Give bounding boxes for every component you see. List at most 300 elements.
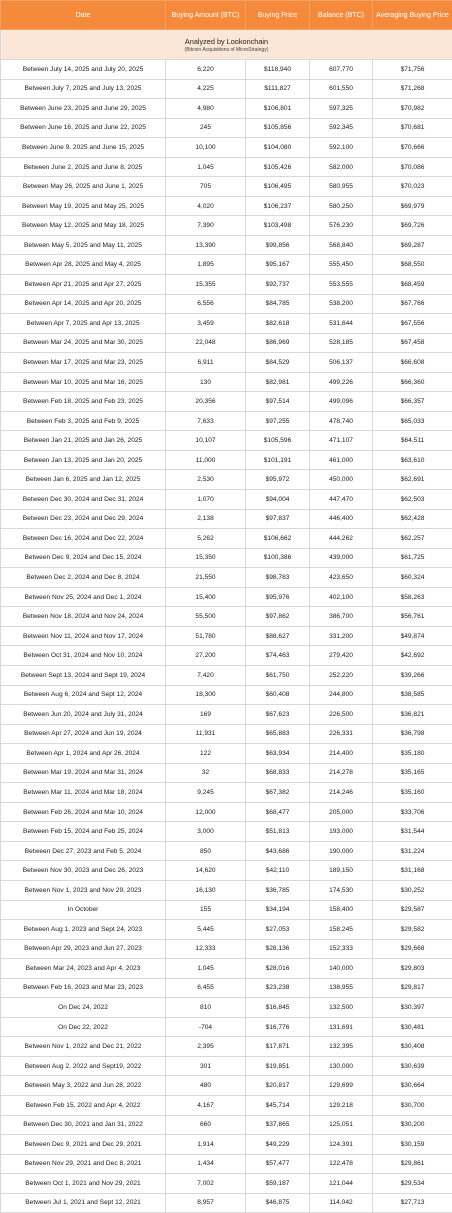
cell-date: Between Dec 27, 2023 and Feb 5, 2024 — [1, 841, 166, 861]
cell-buying-price: $51,813 — [246, 822, 310, 842]
cell-date: Between Mar 19, 2024 and Mar 31, 2024 — [1, 763, 166, 783]
cell-buying-amount: 13,390 — [166, 235, 246, 255]
cell-date: Between June 2, 2025 and June 8, 2025 — [1, 157, 166, 177]
cell-buying-price: $104,080 — [246, 138, 310, 158]
cell-balance: 506,137 — [310, 353, 373, 373]
cell-average-price: $67,556 — [373, 314, 452, 334]
table-row — [1, 900, 452, 920]
cell-date: Between Aug 6, 2024 and Sept 12, 2024 — [1, 685, 166, 705]
cell-buying-price: $82,981 — [246, 372, 310, 392]
cell-balance: 125,051 — [310, 1115, 373, 1135]
cell-average-price: $60,324 — [373, 568, 452, 588]
cell-buying-amount: 11,000 — [166, 450, 246, 470]
table-row — [1, 959, 452, 979]
cell-buying-price: $99,856 — [246, 235, 310, 255]
cell-balance: 158,400 — [310, 900, 373, 920]
cell-date: Between Sept 13, 2024 and Sept 19, 2024 — [1, 665, 166, 685]
cell-balance: 580,955 — [310, 177, 373, 197]
cell-buying-price: $28,016 — [246, 959, 310, 979]
cell-balance: 132,500 — [310, 998, 373, 1018]
cell-date: Between Mar 24, 2023 and Apr 4, 2023 — [1, 959, 166, 979]
cell-balance: 189,150 — [310, 861, 373, 881]
cell-buying-amount: 3,459 — [166, 314, 246, 334]
cell-balance: 576,230 — [310, 216, 373, 236]
cell-average-price: $29,587 — [373, 900, 452, 920]
cell-buying-price: $59,187 — [246, 1174, 310, 1194]
cell-balance: 531,644 — [310, 314, 373, 334]
cell-date: Between Oct 31, 2024 and Nov 10, 2024 — [1, 646, 166, 666]
table-row — [1, 763, 452, 783]
cell-balance: 461,000 — [310, 450, 373, 470]
cell-balance: 553,555 — [310, 275, 373, 295]
cell-balance: 252,220 — [310, 665, 373, 685]
cell-buying-amount: 130 — [166, 372, 246, 392]
cell-average-price: $61,725 — [373, 548, 452, 568]
cell-balance: 193,000 — [310, 822, 373, 842]
cell-buying-price: $57,477 — [246, 1154, 310, 1174]
cell-date: Between Nov 11, 2024 and Nov 17, 2024 — [1, 626, 166, 646]
cell-date: On Dec 22, 2022 — [1, 1017, 166, 1037]
cell-balance: 130,000 — [310, 1056, 373, 1076]
table-row — [1, 783, 452, 803]
cell-buying-price: $23,238 — [246, 978, 310, 998]
cell-date: Between Apr 27, 2024 and Jun 19, 2024 — [1, 724, 166, 744]
cell-balance: 601,550 — [310, 79, 373, 99]
cell-date: Between July 14, 2025 and July 20, 2025 — [1, 60, 166, 80]
cell-buying-price: $82,618 — [246, 314, 310, 334]
cell-average-price: $39,266 — [373, 665, 452, 685]
banner-subtitle: (Bitcoin Acquisitions of MicroStrategy) — [1, 47, 452, 53]
cell-average-price: $69,979 — [373, 196, 452, 216]
cell-date: Between Aug 1, 2023 and Sept 24, 2023 — [1, 920, 166, 940]
cell-date: Between Dec 23, 2024 and Dec 29, 2024 — [1, 509, 166, 529]
cell-buying-amount: 20,356 — [166, 392, 246, 412]
table-row — [1, 353, 452, 373]
cell-average-price: $58,263 — [373, 587, 452, 607]
table-row — [1, 60, 452, 80]
cell-date: Between Apr 14, 2025 and Apr 20, 2025 — [1, 294, 166, 314]
cell-balance: 226,500 — [310, 705, 373, 725]
column-header-average-price: Averaging Buying Price — [373, 1, 452, 30]
cell-buying-price: $88,627 — [246, 626, 310, 646]
table-row — [1, 822, 452, 842]
cell-buying-amount: 51,780 — [166, 626, 246, 646]
cell-buying-amount: 12,000 — [166, 802, 246, 822]
cell-buying-price: $97,862 — [246, 607, 310, 627]
cell-buying-amount: 8,957 — [166, 1193, 246, 1213]
table-row — [1, 646, 452, 666]
cell-date: Between May 12, 2025 and May 18, 2025 — [1, 216, 166, 236]
cell-date: Between Mar 10, 2025 and Mar 16, 2025 — [1, 372, 166, 392]
cell-average-price: $27,713 — [373, 1193, 452, 1213]
cell-buying-amount: 301 — [166, 1056, 246, 1076]
cell-buying-price: $106,237 — [246, 196, 310, 216]
cell-balance: 174,530 — [310, 880, 373, 900]
cell-buying-amount: 5,445 — [166, 920, 246, 940]
cell-buying-amount: 15,350 — [166, 548, 246, 568]
cell-buying-amount: 7,633 — [166, 411, 246, 431]
cell-balance: 528,185 — [310, 333, 373, 353]
cell-buying-price: $103,498 — [246, 216, 310, 236]
cell-average-price: $70,086 — [373, 157, 452, 177]
cell-average-price: $30,408 — [373, 1037, 452, 1057]
cell-balance: 129,218 — [310, 1095, 373, 1115]
cell-buying-price: $100,386 — [246, 548, 310, 568]
cell-buying-amount: 122 — [166, 744, 246, 764]
cell-buying-price: $68,477 — [246, 802, 310, 822]
table-row — [1, 509, 452, 529]
cell-average-price: $70,023 — [373, 177, 452, 197]
table-row — [1, 744, 452, 764]
cell-balance: 152,333 — [310, 939, 373, 959]
cell-average-price: $30,639 — [373, 1056, 452, 1076]
cell-average-price: $35,160 — [373, 783, 452, 803]
cell-average-price: $67,458 — [373, 333, 452, 353]
cell-buying-price: $46,875 — [246, 1193, 310, 1213]
cell-date: Between Apr 28, 2025 and May 4, 2025 — [1, 255, 166, 275]
cell-balance: 158,245 — [310, 920, 373, 940]
cell-balance: 446,400 — [310, 509, 373, 529]
table-row — [1, 372, 452, 392]
cell-buying-amount: 10,100 — [166, 138, 246, 158]
cell-date: Between May 3, 2022 and Jun 28, 2022 — [1, 1076, 166, 1096]
cell-date: Between Feb 15, 2022 and Apr 4, 2022 — [1, 1095, 166, 1115]
cell-buying-amount: 2,138 — [166, 509, 246, 529]
cell-date: Between Jul 1, 2021 and Sept 12, 2021 — [1, 1193, 166, 1213]
cell-balance: 129,699 — [310, 1076, 373, 1096]
cell-date: Between Mar 11, 2024 and Mar 18, 2024 — [1, 783, 166, 803]
cell-balance: 331,200 — [310, 626, 373, 646]
cell-average-price: $68,550 — [373, 255, 452, 275]
cell-buying-amount: 2,395 — [166, 1037, 246, 1057]
cell-date: Between Nov 1, 2023 and Nov 29, 2023 — [1, 880, 166, 900]
cell-buying-amount: 7,420 — [166, 665, 246, 685]
cell-buying-price: $37,865 — [246, 1115, 310, 1135]
cell-date: Between Apr 1, 2024 and Apr 26, 2024 — [1, 744, 166, 764]
cell-buying-amount: 169 — [166, 705, 246, 725]
cell-average-price: $64,511 — [373, 431, 452, 451]
cell-average-price: $30,664 — [373, 1076, 452, 1096]
cell-buying-price: $98,783 — [246, 568, 310, 588]
cell-buying-price: $101,191 — [246, 450, 310, 470]
cell-buying-price: $16,845 — [246, 998, 310, 1018]
cell-balance: 190,000 — [310, 841, 373, 861]
cell-buying-amount: 480 — [166, 1076, 246, 1096]
cell-buying-price: $97,837 — [246, 509, 310, 529]
cell-buying-price: $34,194 — [246, 900, 310, 920]
cell-balance: 244,800 — [310, 685, 373, 705]
cell-date: Between Aug 2, 2022 and Sept19, 2022 — [1, 1056, 166, 1076]
cell-buying-amount: 21,550 — [166, 568, 246, 588]
cell-balance: 122,478 — [310, 1154, 373, 1174]
cell-average-price: $69,287 — [373, 235, 452, 255]
cell-average-price: $49,874 — [373, 626, 452, 646]
cell-average-price: $70,982 — [373, 99, 452, 119]
table-row — [1, 920, 452, 940]
cell-date: Between Jan 6, 2025 and Jan 12, 2025 — [1, 470, 166, 490]
table-row — [1, 431, 452, 451]
banner-cell — [1, 30, 452, 60]
cell-average-price: $62,691 — [373, 470, 452, 490]
table-row — [1, 880, 452, 900]
table-row — [1, 861, 452, 881]
cell-average-price: $66,608 — [373, 353, 452, 373]
cell-average-price: $33,706 — [373, 802, 452, 822]
cell-date: Between Feb 16, 2023 and Mar 23, 2023 — [1, 978, 166, 998]
cell-buying-amount: 660 — [166, 1115, 246, 1135]
cell-average-price: $29,582 — [373, 920, 452, 940]
cell-average-price: $62,428 — [373, 509, 452, 529]
cell-date: Between Nov 25, 2024 and Dec 1, 2024 — [1, 587, 166, 607]
cell-buying-amount: 27,200 — [166, 646, 246, 666]
cell-average-price: $63,610 — [373, 450, 452, 470]
cell-buying-amount: 15,400 — [166, 587, 246, 607]
cell-date: On Dec 24, 2022 — [1, 998, 166, 1018]
cell-average-price: $30,252 — [373, 880, 452, 900]
cell-buying-amount: 16,130 — [166, 880, 246, 900]
cell-date: Between July 7, 2025 and July 13, 2025 — [1, 79, 166, 99]
cell-buying-amount: 14,620 — [166, 861, 246, 881]
cell-buying-amount: 705 — [166, 177, 246, 197]
cell-buying-amount: 4,020 — [166, 196, 246, 216]
cell-date: Between Feb 18, 2025 and Feb 23, 2025 — [1, 392, 166, 412]
cell-date: Between Feb 3, 2025 and Feb 9, 2025 — [1, 411, 166, 431]
cell-buying-amount: 9,245 — [166, 783, 246, 803]
cell-buying-price: $19,851 — [246, 1056, 310, 1076]
table-row — [1, 79, 452, 99]
cell-balance: 538,200 — [310, 294, 373, 314]
cell-balance: 555,450 — [310, 255, 373, 275]
cell-balance: 124,391 — [310, 1135, 373, 1155]
cell-buying-price: $61,750 — [246, 665, 310, 685]
cell-buying-amount: 1,045 — [166, 157, 246, 177]
cell-date: Between Oct 1, 2021 and Nov 29, 2021 — [1, 1174, 166, 1194]
cell-buying-price: $74,463 — [246, 646, 310, 666]
cell-buying-price: $49,229 — [246, 1135, 310, 1155]
cell-date: Between Dec 2, 2024 and Dec 8, 2024 — [1, 568, 166, 588]
table-row — [1, 392, 452, 412]
cell-balance: 402,100 — [310, 587, 373, 607]
cell-date: Between Nov 18, 2024 and Nov 24, 2024 — [1, 607, 166, 627]
table-row — [1, 235, 452, 255]
cell-average-price: $66,360 — [373, 372, 452, 392]
table-row — [1, 255, 452, 275]
cell-date: Between Apr 21, 2025 and Apr 27, 2025 — [1, 275, 166, 295]
cell-buying-price: $111,827 — [246, 79, 310, 99]
cell-average-price: $31,544 — [373, 822, 452, 842]
cell-buying-price: $17,871 — [246, 1037, 310, 1057]
table-row — [1, 1174, 452, 1194]
cell-average-price: $29,817 — [373, 978, 452, 998]
cell-average-price: $29,534 — [373, 1174, 452, 1194]
cell-buying-amount: 3,000 — [166, 822, 246, 842]
cell-buying-amount: 6,911 — [166, 353, 246, 373]
cell-buying-price: $60,408 — [246, 685, 310, 705]
cell-buying-price: $45,714 — [246, 1095, 310, 1115]
cell-average-price: $36,821 — [373, 705, 452, 725]
table-row — [1, 939, 452, 959]
table-row — [1, 216, 452, 236]
cell-balance: 478,740 — [310, 411, 373, 431]
table-row — [1, 118, 452, 138]
cell-buying-price: $63,934 — [246, 744, 310, 764]
cell-average-price: $31,224 — [373, 841, 452, 861]
table-row — [1, 314, 452, 334]
cell-buying-amount: 7,390 — [166, 216, 246, 236]
cell-buying-price: $118,940 — [246, 60, 310, 80]
table-row — [1, 470, 452, 490]
cell-date: Between Dec 9, 2024 and Dec 15, 2024 — [1, 548, 166, 568]
table-row — [1, 529, 452, 549]
cell-balance: 471,107 — [310, 431, 373, 451]
cell-balance: 499,096 — [310, 392, 373, 412]
cell-average-price: $67,766 — [373, 294, 452, 314]
cell-balance: 138,955 — [310, 978, 373, 998]
table-row — [1, 1017, 452, 1037]
cell-average-price: $69,726 — [373, 216, 452, 236]
cell-average-price: $65,033 — [373, 411, 452, 431]
table-row — [1, 333, 452, 353]
cell-balance: 444,262 — [310, 529, 373, 549]
cell-average-price: $71,756 — [373, 60, 452, 80]
cell-buying-amount: 4,167 — [166, 1095, 246, 1115]
cell-date: Between May 26, 2025 and June 1, 2025 — [1, 177, 166, 197]
cell-buying-price: $67,382 — [246, 783, 310, 803]
cell-buying-amount: 2,530 — [166, 470, 246, 490]
table-row — [1, 998, 452, 1018]
cell-date: Between Dec 30, 2024 and Dec 31, 2024 — [1, 490, 166, 510]
cell-buying-amount: 22,048 — [166, 333, 246, 353]
cell-buying-amount: 55,500 — [166, 607, 246, 627]
table-row — [1, 568, 452, 588]
cell-buying-amount: 32 — [166, 763, 246, 783]
column-header-buying-amount: Buying Amount (BTC) — [166, 1, 246, 30]
cell-date: Between Mar 24, 2025 and Mar 30, 2025 — [1, 333, 166, 353]
table-row — [1, 1135, 452, 1155]
cell-balance: 114,042 — [310, 1193, 373, 1213]
cell-date: Between June 16, 2025 and June 22, 2025 — [1, 118, 166, 138]
table-row — [1, 1115, 452, 1135]
cell-average-price: $66,357 — [373, 392, 452, 412]
cell-average-price: $29,861 — [373, 1154, 452, 1174]
table-row — [1, 138, 452, 158]
cell-buying-amount: 245 — [166, 118, 246, 138]
cell-date: Between May 19, 2025 and May 25, 2025 — [1, 196, 166, 216]
cell-buying-price: $95,167 — [246, 255, 310, 275]
cell-buying-amount: 15,355 — [166, 275, 246, 295]
cell-date: Between Nov 1, 2022 and Dec 21, 2022 — [1, 1037, 166, 1057]
cell-average-price: $29,803 — [373, 959, 452, 979]
cell-buying-price: $105,426 — [246, 157, 310, 177]
banner-title: Analyzed by Lookonchain — [1, 37, 452, 46]
cell-buying-price: $84,529 — [246, 353, 310, 373]
cell-balance: 214,400 — [310, 744, 373, 764]
table-row — [1, 1193, 452, 1213]
cell-date: Between Jan 21, 2025 and Jan 26, 2025 — [1, 431, 166, 451]
cell-balance: 132,395 — [310, 1037, 373, 1057]
cell-date: Between June 9, 2025 and June 15, 2025 — [1, 138, 166, 158]
cell-balance: 140,000 — [310, 959, 373, 979]
column-header-buying-price: Buying Price — [246, 1, 310, 30]
banner-row — [1, 30, 452, 60]
cell-buying-amount: 1,914 — [166, 1135, 246, 1155]
cell-balance: 568,840 — [310, 235, 373, 255]
cell-buying-price: $84,785 — [246, 294, 310, 314]
table-row — [1, 157, 452, 177]
cell-buying-amount: 18,300 — [166, 685, 246, 705]
cell-date: Between June 23, 2025 and June 29, 2025 — [1, 99, 166, 119]
table-row — [1, 1037, 452, 1057]
column-header-balance: Balance (BTC) — [310, 1, 373, 30]
table-row — [1, 607, 452, 627]
cell-buying-price: $94,004 — [246, 490, 310, 510]
cell-buying-amount: 155 — [166, 900, 246, 920]
cell-date: Between Feb 26, 2024 and Mar 10, 2024 — [1, 802, 166, 822]
cell-date: Between Dec 9, 2021 and Dec 29, 2021 — [1, 1135, 166, 1155]
cell-buying-price: $106,662 — [246, 529, 310, 549]
cell-balance: 214,278 — [310, 763, 373, 783]
cell-balance: 447,470 — [310, 490, 373, 510]
cell-average-price: $31,168 — [373, 861, 452, 881]
cell-buying-amount: 5,262 — [166, 529, 246, 549]
table-row — [1, 196, 452, 216]
cell-buying-price: $105,856 — [246, 118, 310, 138]
cell-average-price: $36,798 — [373, 724, 452, 744]
cell-buying-amount: 1,895 — [166, 255, 246, 275]
table-row — [1, 99, 452, 119]
cell-date: Between Nov 30, 2023 and Dec 26, 2023 — [1, 861, 166, 881]
table-row — [1, 294, 452, 314]
cell-buying-price: $97,514 — [246, 392, 310, 412]
cell-balance: 597,325 — [310, 99, 373, 119]
cell-buying-price: $43,686 — [246, 841, 310, 861]
cell-balance: 592,100 — [310, 138, 373, 158]
cell-date: In October — [1, 900, 166, 920]
cell-buying-amount: 6,556 — [166, 294, 246, 314]
cell-date: Between Dec 30, 2021 and Jan 31, 2022 — [1, 1115, 166, 1135]
cell-balance: 386,700 — [310, 607, 373, 627]
table-row — [1, 1056, 452, 1076]
cell-balance: 499,226 — [310, 372, 373, 392]
cell-balance: 423,650 — [310, 568, 373, 588]
cell-date: Between Jan 13, 2025 and Jan 20, 2025 — [1, 450, 166, 470]
cell-buying-amount: 6,220 — [166, 60, 246, 80]
cell-average-price: $35,165 — [373, 763, 452, 783]
table-row — [1, 177, 452, 197]
cell-average-price: $62,257 — [373, 529, 452, 549]
cell-buying-amount: 810 — [166, 998, 246, 1018]
cell-date: Between Jun 20, 2024 and July 31, 2024 — [1, 705, 166, 725]
table-row — [1, 1154, 452, 1174]
cell-average-price: $29,668 — [373, 939, 452, 959]
table-row — [1, 450, 452, 470]
table-row — [1, 685, 452, 705]
cell-average-price: $70,666 — [373, 138, 452, 158]
table-header-row — [1, 1, 452, 30]
cell-buying-price: $97,255 — [246, 411, 310, 431]
cell-buying-amount: 10,107 — [166, 431, 246, 451]
cell-buying-amount: 12,333 — [166, 939, 246, 959]
cell-balance: 582,000 — [310, 157, 373, 177]
cell-average-price: $30,159 — [373, 1135, 452, 1155]
cell-balance: 131,691 — [310, 1017, 373, 1037]
table-row — [1, 724, 452, 744]
cell-balance: 214,246 — [310, 783, 373, 803]
cell-average-price: $30,481 — [373, 1017, 452, 1037]
cell-average-price: $70,681 — [373, 118, 452, 138]
cell-buying-price: $92,737 — [246, 275, 310, 295]
cell-average-price: $42,692 — [373, 646, 452, 666]
